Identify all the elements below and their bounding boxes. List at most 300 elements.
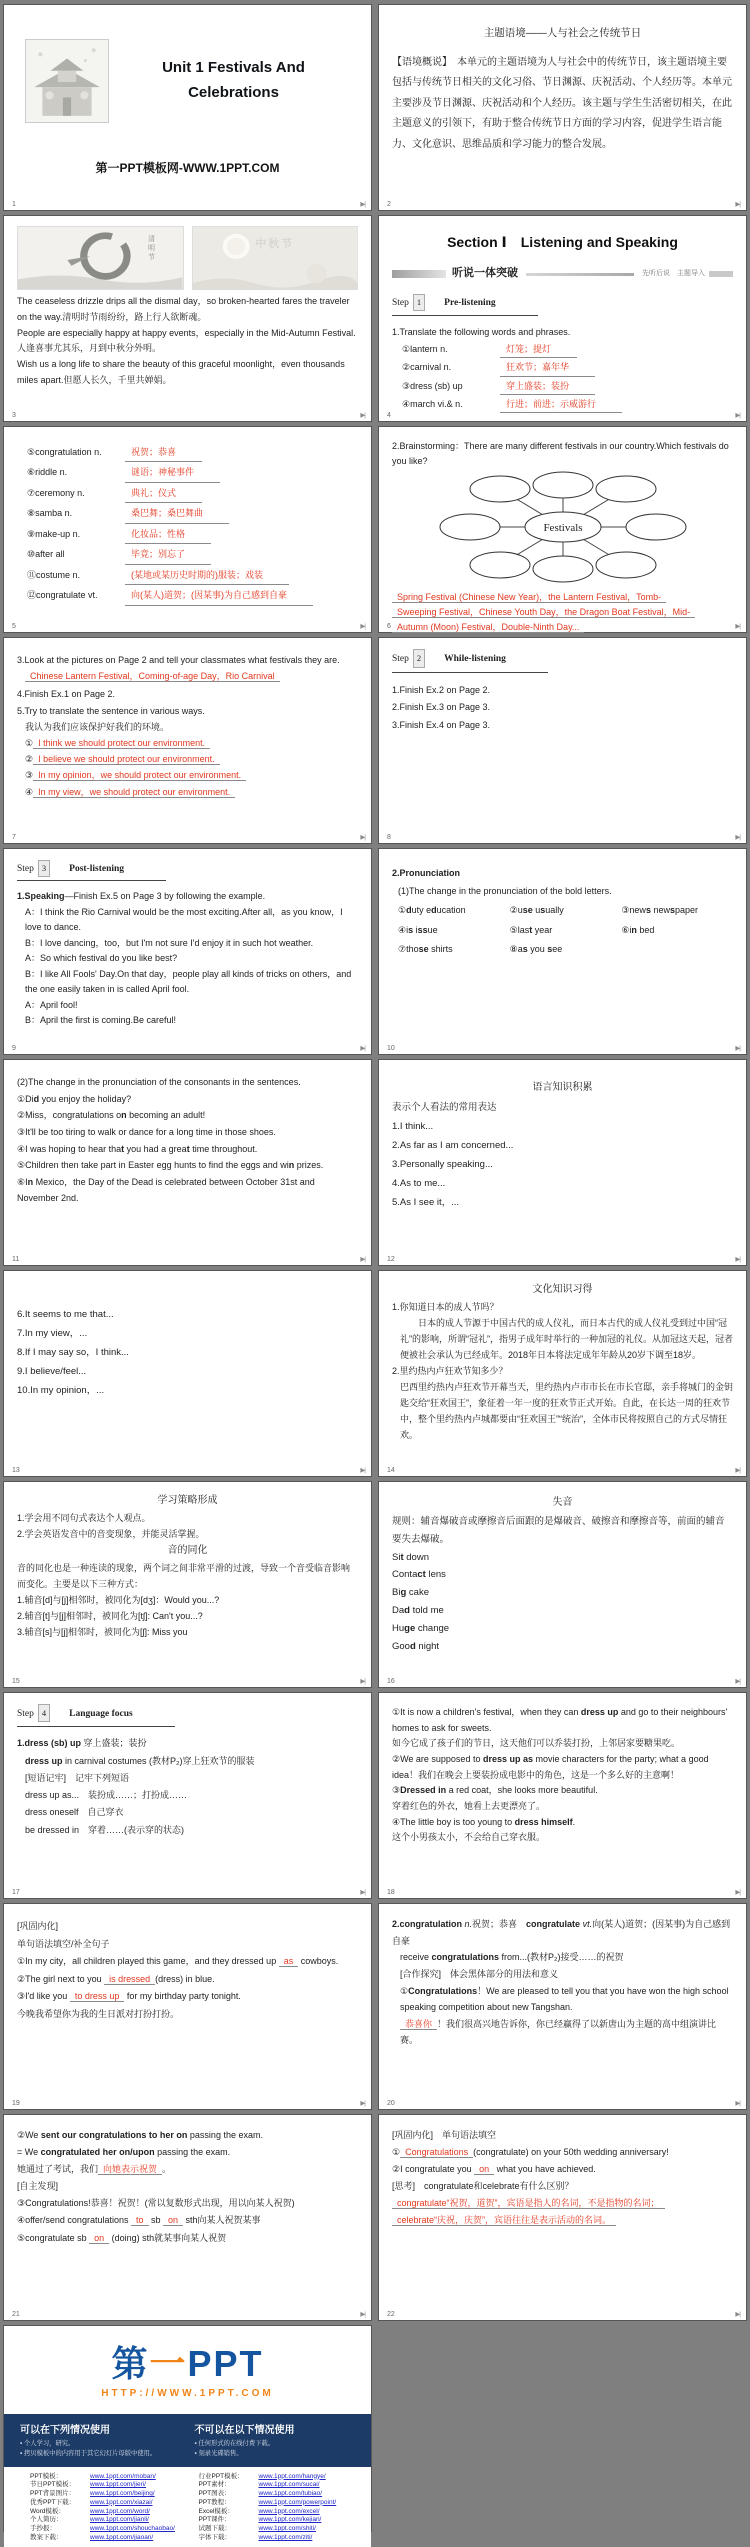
slide-content — [4, 1482, 371, 1652]
step-label — [17, 860, 166, 881]
slide-text-line: 5.As I see it，... — [392, 1197, 460, 1208]
footer-link[interactable]: www.1ppt.com/excel/ — [258, 2507, 320, 2515]
slide-text-line: ① Congratulations (congratulate) on your 50th wedding anniversary! — [392, 2147, 669, 2158]
logo-text-right: PPT — [187, 2343, 264, 2384]
slide-text-line: 她通过了考试，我们 向她表示祝贺 。 — [17, 2164, 172, 2175]
slide-text-line: ②I congratulate you on what you have achieved. — [392, 2164, 596, 2175]
slide-text-line: 3.Look at the pictures on Page 2 and tell your classmates what festivals they are. — [17, 655, 340, 665]
next-slide-icon: ▶| — [360, 834, 365, 841]
site-url[interactable]: HTTP://WWW.1PPT.COM — [101, 2388, 274, 2399]
band-block-icon-right — [709, 271, 733, 277]
slide-text-line: A：April fool! — [25, 999, 78, 1010]
slide-text-line: 主题语境——人与社会之传统节日 — [483, 27, 642, 39]
slide-content — [4, 1271, 371, 1412]
slide-text-line — [392, 590, 733, 605]
pronunciation-row — [398, 922, 733, 940]
text-span: congratulated her on/upon — [40, 2147, 155, 2158]
vocab-term: ⑫congratulate vt. — [27, 590, 98, 601]
vocab-row — [27, 545, 358, 564]
slide-text-line: ②The girl next to you is dressed (dress) in blue. — [17, 1973, 215, 1984]
slide-content — [379, 216, 746, 426]
slide-text-line: 音的同化 — [167, 1544, 208, 1556]
footer-link[interactable]: www.1ppt.com/beijing/ — [90, 2490, 155, 2498]
step-label — [392, 649, 548, 673]
next-slide-icon: ▶| — [735, 1256, 740, 1263]
vocab-term: ④march vi.& n. — [402, 398, 463, 409]
vocab-answer: 行进；前进；示威游行 — [500, 396, 622, 413]
section-band — [392, 264, 733, 284]
step-label — [17, 1704, 175, 1727]
band-right-label: 先听后说 主题导入 — [642, 269, 705, 277]
vocab-answer: 祝贺；恭喜 — [125, 443, 202, 462]
slide-text-line — [392, 605, 733, 620]
page-number: 15 — [12, 1678, 20, 1685]
page-number: 5 — [12, 623, 16, 630]
slide-text-line: 我认为我们应该保护好我们的环境。 — [25, 721, 170, 732]
slide-text-line: 2.里约热内卢狂欢节知多少？ — [392, 1365, 508, 1376]
footer-link-label: PPT背景图片： — [30, 2490, 76, 2498]
step-label — [392, 294, 538, 316]
slide-text-line: 1.Translate the following words and phrases. — [392, 327, 571, 338]
slide-text-line: 2.辅音[t]与[j]相邻时，被同化为[tʃ]: Can't you...? — [17, 1610, 203, 1621]
slide-text-line: ② I believe we should protect our environment. — [17, 751, 358, 767]
slide-text-line: Huge change — [392, 1622, 450, 1634]
vocab-term: ①lantern n. — [402, 344, 448, 355]
pronunciation-item — [621, 941, 733, 959]
footer-link[interactable]: www.1ppt.com/jianli/ — [90, 2516, 149, 2524]
slide-content — [379, 2115, 746, 2242]
step-phase: Pre-listening — [444, 297, 496, 308]
page-number: 1 — [12, 201, 16, 208]
slide-text-line: 6.It seems to me that... — [17, 1309, 114, 1320]
slide-card-7 — [3, 637, 372, 844]
footer-link-label: 个人简历： — [30, 2516, 63, 2524]
slide-text-line: ②We are supposed to dress up as movie characters for the party; what a good idea！我们在晚会上要装扮成电影中的角色，这是一个多么好的主意啊！ — [392, 1753, 709, 1780]
slide-image-row — [17, 226, 358, 290]
mid-autumn-festival-art — [192, 226, 359, 290]
answer-text: congratulate“祝贺，道贺”，宾语是指人的名词，不是指物的名词； — [392, 2198, 665, 2209]
slide-card-6 — [378, 426, 747, 633]
next-slide-icon: ▶| — [735, 2311, 740, 2318]
next-slide-icon: ▶| — [360, 1889, 365, 1896]
slide-text-line: Big cake — [392, 1587, 429, 1599]
slide-text-line: 日本的成人节源于中国古代的成人仪礼，而日本古代的成人仪礼受到过中国“冠礼”的影响，所谓“冠礼”，指男子成年时举行的一种加冠的礼仪。从加冠这天起，冠者便被社会承认为已经成年。2018年日本将法定成年年龄从20岁下调至18岁。 — [400, 1317, 733, 1360]
slide-text-line: 3.辅音[s]与[j]相邻时，被同化为[ʃ]: Miss you — [17, 1626, 188, 1637]
slide-text-line: ④I was hoping to hear that you had a great time throughout. — [17, 1143, 258, 1154]
footer-card — [3, 2325, 372, 2541]
image-caption: 清明节 — [147, 235, 155, 262]
slide-text-line: ②We sent our congratulations to her on passing the exam. — [17, 2130, 263, 2140]
slide-text-line: B：April the first is coming.Be careful! — [25, 1015, 177, 1026]
slide-text-line: 【语境概说】 本单元的主题语境为人与社会中的传统节日，该主题语境主要包括与传统节日相关的文化习俗、节日渊源、庆祝活动、个人经历等。本单元主要涉及节日渊源、庆祝活动和个人经历。该主题与学生生活密切相关，在此主题意义的引领下，有助于整合传统节日方面的学习内容，促进学生语言能力、文化意识、思维品质和学习能力的整合发展。 — [392, 56, 732, 150]
slide-text-line: [思考] congratulate和celebrate有什么区别？ — [392, 2181, 574, 2192]
slide-text-line: 3.Finish Ex.4 on Page 3. — [392, 719, 491, 730]
slide-text-line: 这个小男孩太小，不会给自己穿衣服。 — [392, 1832, 546, 1843]
page-number: 22 — [387, 2311, 395, 2318]
slide-text-line: 穿着红色的外衣，她看上去更漂亮了。 — [392, 1800, 546, 1811]
next-slide-icon: ▶| — [735, 412, 740, 419]
vocab-row — [27, 566, 358, 585]
slide-content — [379, 849, 746, 973]
pronunciation-item: ⑦those shirts — [398, 944, 453, 955]
slide-text-line: receive congratulations from...(教材P₂)接受……的祝贺 — [400, 1952, 624, 1963]
slide-content — [4, 2115, 371, 2259]
slide-text-line: dress oneself 自己穿衣 — [25, 1807, 124, 1818]
footer-link-label: Word模板： — [30, 2507, 65, 2515]
footer-link-row — [199, 2499, 368, 2508]
footer-link-row — [30, 2499, 199, 2508]
footer-link-row — [199, 2490, 368, 2499]
footer-link[interactable]: www.1ppt.com/jieri/ — [90, 2481, 146, 2489]
footer-link[interactable]: www.1ppt.com/tubiao/ — [258, 2490, 323, 2498]
slide-card-8 — [378, 637, 747, 844]
vocab-term: ⑦ceremony n. — [27, 487, 85, 498]
logo-dash: 一 — [149, 2343, 188, 2384]
slide-content — [4, 1693, 371, 1851]
footer-link-row — [199, 2473, 368, 2482]
slide-content — [4, 1904, 371, 2035]
slide-content — [379, 1904, 746, 2061]
vocab-answer: 谜语；神秘事件 — [125, 463, 220, 482]
step-word: Step — [392, 297, 409, 308]
text-span: n — [631, 924, 637, 935]
slide-card-1 — [3, 4, 372, 211]
page-number: 3 — [12, 412, 16, 419]
step-number: 2 — [413, 649, 425, 668]
footer-link[interactable]: www.1ppt.com/sucai/ — [258, 2481, 320, 2489]
slide-text-line: 10.In my opinion，... — [17, 1385, 105, 1396]
slide-content — [4, 638, 371, 812]
footer-link-row — [30, 2534, 199, 2543]
pronunciation-item: ⑥in bed — [621, 924, 655, 935]
text-span: congratulate — [526, 1919, 583, 1929]
answer-text: on — [163, 2215, 183, 2226]
page-number: 7 — [12, 834, 16, 841]
step-row — [392, 646, 733, 679]
slide-text-line — [392, 2212, 733, 2229]
answer-text: In my opinion，we should protect our environment. — [33, 770, 246, 781]
text-span: n — [288, 1160, 295, 1171]
slide-card-15 — [3, 1481, 372, 1688]
answer-text: Congratulations — [400, 2147, 473, 2158]
step-number: 3 — [38, 860, 50, 877]
footer-links — [4, 2467, 371, 2547]
step-row — [17, 857, 358, 887]
next-slide-icon: ▶| — [735, 1467, 740, 1474]
vocab-answer: (某地或某历史时期的)服装；戏装 — [125, 566, 289, 585]
text-span: n. — [464, 1919, 473, 1929]
festival-gate-artwork — [25, 39, 109, 123]
slide-card-9 — [3, 848, 372, 1055]
answer-text: 恭喜你 — [400, 2019, 437, 2030]
footer-link-row — [199, 2534, 368, 2543]
usage-band — [4, 2414, 371, 2467]
slide-text-line: [巩固内化] 单句语法填空 — [392, 2130, 497, 2140]
footer-link-row — [199, 2481, 368, 2490]
slide-text-line: 1.Finish Ex.2 on Page 2. — [392, 684, 491, 695]
footer-link[interactable]: www.1ppt.com/hangye/ — [258, 2472, 326, 2480]
footer-link-row — [199, 2516, 368, 2525]
slide-text-line: 1.辅音[d]与[j]相邻时，被同化为[dʒ]：Would you...? — [17, 1594, 220, 1605]
page-number: 13 — [12, 1467, 20, 1474]
footer-content — [4, 2343, 371, 2547]
qingming-festival-art — [17, 226, 184, 290]
slide-card-16 — [378, 1481, 747, 1688]
text-span: s — [522, 944, 528, 955]
page-number: 14 — [387, 1467, 395, 1474]
next-slide-icon: ▶| — [360, 1678, 365, 1685]
answer-text: as — [279, 1956, 299, 1967]
slide-text-line: 4.As to me... — [392, 1178, 446, 1189]
text-span: n — [121, 1110, 127, 1121]
slide-content — [379, 1482, 746, 1668]
vocab-answer: 典礼；仪式 — [125, 484, 202, 503]
slide-text-line: 学习策略形成 — [157, 1495, 218, 1506]
footer-link-row — [30, 2490, 199, 2499]
text-span: se — [418, 944, 429, 955]
next-slide-icon: ▶| — [360, 2311, 365, 2318]
slide-text-line: 4.Finish Ex.1 on Page 2. — [17, 689, 116, 700]
links-left — [30, 2473, 199, 2543]
slide-text-line — [392, 620, 733, 635]
usage-can-title: 可以在下列情况使用 — [20, 2425, 110, 2436]
slide-text-line: 1.学会用不同句式表达个人观点。 — [17, 1512, 151, 1523]
text-span: 1.dress (sb) up — [17, 1738, 84, 1749]
answer-text: celebrate“庆祝，庆贺”，宾语往往是表示活动的名词。 — [392, 2215, 616, 2226]
slide-text-line: ①Congratulations！We are pleased to tell you that you have won the high school speaking competition about new Tangshan. — [400, 1985, 729, 2013]
slide-text-line: ①It is now a children's festival，when they can dress up and go to their neighbours' homes to ask for sweets. — [392, 1707, 728, 1733]
slide-text-line: A：I think the Rio Carnival would be the most exciting.After all，as you know，I love to dance. — [25, 906, 343, 933]
text-span: d — [404, 1605, 410, 1617]
vocab-answer: 化妆品；性格 — [125, 525, 211, 544]
band-title: 听说一体突破 — [452, 267, 518, 280]
vocab-term: ②carnival n. — [402, 362, 452, 373]
slide-text-line: The ceaseless drizzle drips all the dismal day，so broken-hearted fares the traveler on the way.清明时节雨纷纷，路上行人欲断魂。 — [17, 296, 350, 322]
slide-text-line: 单句语法填空/补全句子 — [17, 1938, 110, 1949]
footer-link-label: 字体下载： — [198, 2533, 231, 2541]
answer-text: Spring Festival (Chinese New Year)，the Lantern Festival，Tomb- — [392, 592, 666, 603]
slide-card-2 — [378, 4, 747, 211]
slide-text-line: 9.I believe/feel... — [17, 1366, 87, 1377]
next-slide-icon: ▶| — [735, 2100, 740, 2107]
section-title: Section Ⅰ Listening and Speaking — [447, 234, 678, 250]
answer-text: In my view，we should protect our environment. — [33, 787, 235, 798]
slide-text-line: 2.学会英语发音中的音变现象，并能灵活掌握。 — [17, 1528, 205, 1539]
page-number: 6 — [387, 623, 391, 630]
slide-text-line: 今晚我希望你为我的生日派对打扮打扮。 — [17, 2008, 180, 2019]
text-span: dress himself — [514, 1816, 573, 1827]
vocab-row — [402, 378, 733, 395]
slide-text-line: 7.In my view，... — [17, 1328, 88, 1339]
page-number: 4 — [387, 412, 391, 419]
slide-text-line: 1.你知道日本的成人节吗？ — [392, 1301, 499, 1312]
vocab-term: ⑧samba n. — [27, 508, 73, 519]
answer-text: I believe we should protect our environment. — [33, 754, 220, 765]
slide-text-line: ④ In my view，we should protect our environment. — [17, 784, 358, 800]
svg-text:Festivals: Festivals — [542, 521, 583, 534]
slide-card-19 — [3, 1903, 372, 2110]
footer-link-label: 节日PPT模板： — [30, 2481, 76, 2489]
vocab-answer: 毕竟；别忘了 — [125, 545, 211, 564]
text-span: Congratulations — [408, 1985, 478, 1996]
next-slide-icon: ▶| — [735, 834, 740, 841]
pronunciation-item: ④is issue — [398, 924, 438, 935]
footer-link[interactable]: www.1ppt.com/moban/ — [90, 2472, 156, 2480]
answer-text: to — [131, 2215, 149, 2226]
text-span: ss — [417, 924, 428, 935]
footer-link-label: 试题下载： — [198, 2525, 231, 2533]
slide-text-line — [392, 865, 733, 883]
slide-text-line: B：I like All Fools' Day.On that day，people play all kinds of tricks on others，and the one easily taken in is called April fool. — [25, 968, 352, 995]
text-span: ct — [417, 1569, 426, 1581]
slide-text-line: Dad told me — [392, 1605, 444, 1617]
text-span: Dressed in — [400, 1785, 447, 1796]
footer-link-label: PPT图表： — [198, 2490, 231, 2498]
page-number: 10 — [387, 1045, 395, 1052]
slide-content — [379, 427, 746, 648]
slide-text-line: People are especially happy at happy events，especially in the Mid-Autumn Festival.人逢喜事尤其乐，月到中秋分外明。 — [17, 327, 356, 354]
answer-text: on — [474, 2164, 494, 2175]
slide-content — [379, 1060, 746, 1224]
text-span: d — [33, 1093, 40, 1104]
next-slide-icon: ▶| — [735, 201, 740, 208]
slide-text-line: 文化知识习得 — [532, 1284, 593, 1295]
text-span: congratulations — [431, 1952, 500, 1963]
vocab-answer: 向(某人)道贺；(因某事)为自己感到自豪 — [125, 586, 313, 605]
vocab-term: ⑨make-up n. — [27, 528, 81, 539]
slide-text-line: 音的同化也是一种连读的现象，两个词之间非常平滑的过渡，导致一个音受临音影响而变化。主要是以下三种方式： — [17, 1562, 351, 1589]
slide-text-line: ③Dressed in a red coat，she looks more beautiful. — [392, 1785, 598, 1796]
slide-text-line: ③It'll be too tiring to walk or dance for a long time in those shoes. — [17, 1126, 276, 1137]
slide-content — [379, 5, 746, 167]
slide-card-12 — [378, 1059, 747, 1266]
step-number: 4 — [38, 1704, 50, 1722]
slide-text-line: 恭喜你 ！我们很高兴地告诉你，你已经赢得了以新唐山为主题的高中组演讲比赛。 — [400, 2018, 717, 2046]
empty-grid-cell — [378, 2325, 747, 2532]
slide-card-5 — [3, 426, 372, 633]
slide-text-line: Sit down — [392, 1551, 429, 1563]
vocab-row — [402, 396, 733, 413]
usage-bullet: ▪ 刻录光碟销售。 — [194, 2449, 243, 2457]
step-phase: Language focus — [69, 1709, 133, 1719]
footer-link-label: 手抄报： — [30, 2525, 56, 2533]
step-word: Step — [17, 864, 34, 874]
answer-text: Autumn (Moon) Festival，Double-Ninth Day... — [392, 622, 584, 633]
usage-bullet: ▪ 任何形式的在线付费下载。 — [194, 2440, 275, 2447]
footer-link[interactable]: www.1ppt.com/jiaoan/ — [90, 2533, 154, 2541]
vocab-answer: 桑巴舞；桑巴舞曲 — [125, 504, 229, 523]
festivals-brainstorm-diagram — [392, 472, 733, 587]
answer-text: to dress up — [70, 1991, 125, 2002]
slide-text-line: 2.congratulation n.祝贺；恭喜 congratulate vt.向(某人)道贺；(因某事)为自己感到自豪 — [392, 1919, 731, 1946]
slide-text-line: ④The little boy is too young to dress himself. — [392, 1816, 576, 1827]
vocab-row — [27, 586, 358, 605]
footer-link[interactable]: www.1ppt.com/shouchaobao/ — [90, 2525, 175, 2533]
slide-text-line: 2.Brainstorming：There are many different festivals in our country.Which festivals do you like? — [392, 441, 729, 467]
next-slide-icon: ▶| — [360, 623, 365, 630]
text-span: s — [408, 924, 414, 935]
vocab-row — [27, 443, 358, 462]
slide-text-line: 3.Personally speaking... — [392, 1159, 493, 1170]
step-row — [17, 1701, 358, 1733]
text-span: s — [547, 944, 553, 955]
page-number: 21 — [12, 2311, 20, 2318]
vocab-answer: 狂欢节；嘉年华 — [500, 359, 595, 376]
page-number: 2 — [387, 201, 391, 208]
text-span: t — [121, 1143, 125, 1154]
footer-link-label: PPT素材： — [198, 2481, 231, 2489]
answer-text: 向她表示祝贺 — [98, 2164, 162, 2175]
footer-link[interactable]: www.1ppt.com/xiazai/ — [90, 2498, 153, 2506]
slide-text-line: 2.As far as I am concerned... — [392, 1140, 514, 1151]
vocab-term: ③dress (sb) up — [402, 380, 463, 391]
text-span: ge — [404, 1622, 416, 1634]
slide-content — [4, 1060, 371, 1219]
footer-link[interactable]: www.1ppt.com/word/ — [90, 2507, 150, 2515]
text-span: dress up — [25, 1755, 63, 1766]
slide-text-line: [巩固内化] — [17, 1921, 59, 1931]
slide-card-22 — [378, 2114, 747, 2321]
yippt-logo — [4, 2343, 371, 2384]
footer-link-label: 教案下载： — [30, 2533, 63, 2541]
slide-card-14 — [378, 1270, 747, 1477]
pronunciation-item: ②use usually — [509, 905, 564, 916]
footer-link-row — [30, 2508, 199, 2517]
slide-text-line: Good night — [392, 1640, 440, 1652]
slide-text-line: ③Congratulations!恭喜！祝贺！(常以复数形式出现，用以向某人祝贺) — [17, 2198, 295, 2209]
slide-text-line: [合作探究] 体会黑体部分的用法和意义 — [400, 1968, 559, 1979]
text-span: s — [540, 905, 546, 916]
slide-text-line: 巴西里约热内卢狂欢节开幕当天，里约热内卢市市长在市长官邸，亲手将城门的金钥匙交给“狂欢国王”，象征着一年一度的狂欢节正式开始。自此，在长达一周的狂欢节中，整个里约热内卢城都要由“狂欢国王”“统治”，全体市民将按照自己的方式尽情狂欢。 — [400, 1381, 734, 1440]
footer-link-label: Excel模板： — [198, 2507, 234, 2515]
slide-content — [4, 5, 371, 191]
footer-link[interactable]: www.1ppt.com/ziti/ — [258, 2533, 313, 2541]
slide-text-line: 表示个人看法的常用表达 — [392, 1102, 497, 1113]
footer-link-label: 行业PPT模板： — [198, 2472, 244, 2480]
vocab-row — [402, 341, 733, 358]
footer-link[interactable]: www.1ppt.com/shiti/ — [258, 2525, 316, 2533]
footer-link[interactable]: www.1ppt.com/powerpoint/ — [258, 2498, 337, 2506]
logo-text-left: 第 — [111, 2343, 150, 2384]
slide-card-20 — [378, 1903, 747, 2110]
pronunciation-row — [398, 941, 733, 959]
footer-link-row — [199, 2525, 368, 2534]
page-number: 20 — [387, 2100, 395, 2107]
text-span: t — [400, 1551, 404, 1563]
vocab-term: ⑩after all — [27, 549, 65, 560]
next-slide-icon: ▶| — [360, 412, 365, 419]
title-slide-row — [17, 39, 358, 123]
pronunciation-item: ⑤last year — [509, 924, 553, 935]
slide-text-line: Wish us a long life to share the beauty of this graceful moonlight，even thousands miles apart.但愿人长久，千里共婵娟。 — [17, 359, 345, 385]
vocab-row — [27, 484, 358, 503]
slide-text-line: 规则：辅音爆破音或摩擦音后面跟的是爆破音、破擦音和摩擦音等，前面的辅音要失去爆破。 — [392, 1515, 725, 1545]
footer-link[interactable]: www.1ppt.com/kejian/ — [258, 2516, 322, 2524]
image-caption: 中秋节 — [255, 238, 295, 250]
slide-text-line: ①In my city，all children played this game，and they dressed up as cowboys. — [17, 1956, 339, 1967]
footer-link-label: PPT模板： — [30, 2472, 63, 2480]
slide-text-line: 1.I think... — [392, 1121, 434, 1132]
text-span: se — [522, 905, 533, 916]
next-slide-icon: ▶| — [360, 201, 365, 208]
page-number: 18 — [387, 1889, 395, 1896]
slide-text-line: 1.dress (sb) up 穿上盛装；装扮 — [17, 1738, 147, 1749]
vocab-row — [27, 525, 358, 544]
vocab-term: ⑤congratulation n. — [27, 447, 102, 457]
slide-card-3 — [3, 215, 372, 422]
slide-content — [379, 638, 746, 746]
footer-link-row — [30, 2473, 199, 2482]
